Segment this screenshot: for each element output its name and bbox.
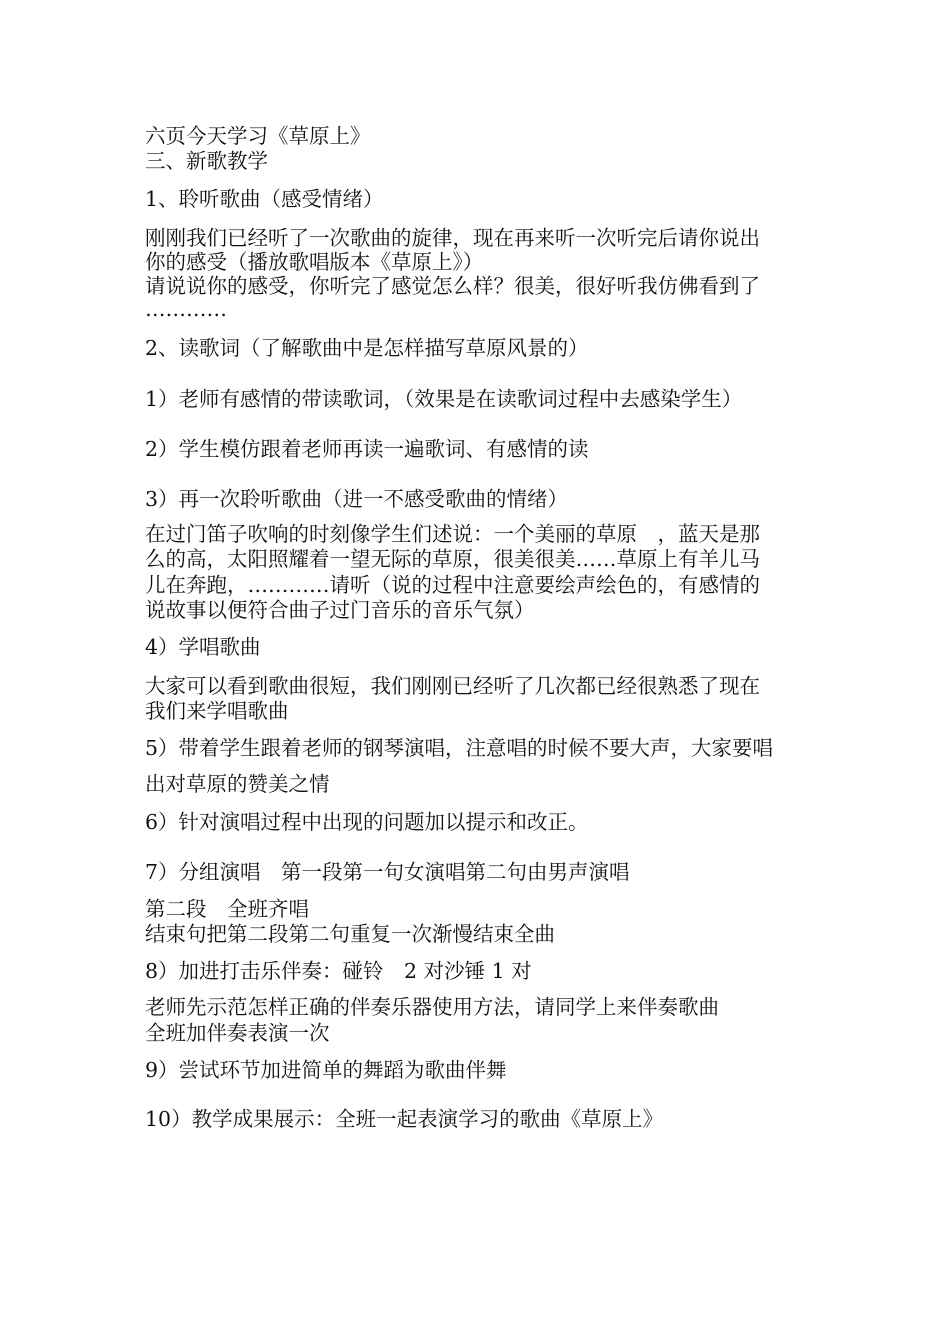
doc-step-1-heading: 1、聆听歌曲（感受情绪）	[145, 187, 384, 211]
doc-paragraph-line: 全班加伴奏表演一次	[145, 1021, 330, 1045]
doc-paragraph-line: 结束句把第二段第二句重复一次渐慢结束全曲	[145, 922, 555, 946]
doc-substep-5: 5）带着学生跟着老师的钢琴演唱，注意唱的时候不要大声，大家要唱	[145, 736, 774, 760]
doc-paragraph-line: 在过门笛子吹响的时刻像学生们述说：一个美丽的草原 ，蓝天是那	[145, 522, 760, 546]
doc-paragraph-line: 儿在奔跑，…………请听（说的过程中注意要绘声绘色的，有感情的	[145, 573, 760, 597]
doc-substep-7: 7）分组演唱 第一段第一句女演唱第二句由男声演唱	[145, 860, 630, 884]
doc-paragraph-line: 第二段 全班齐唱	[145, 897, 309, 921]
doc-paragraph-line: 说故事以便符合曲子过门音乐的音乐气氛）	[145, 598, 535, 622]
doc-line-intro: 六页今天学习《草原上》	[145, 124, 371, 148]
doc-substep-4: 4）学唱歌曲	[145, 635, 261, 659]
doc-substep-8: 8）加进打击乐伴奏：碰铃 2 对沙锤 1 对	[145, 959, 532, 983]
doc-substep-3: 3）再一次聆听歌曲（进一不感受歌曲的情绪）	[145, 487, 569, 511]
doc-paragraph-line: 你的感受（播放歌唱版本《草原上》）	[145, 250, 484, 274]
doc-substep-9: 9）尝试环节加进简单的舞蹈为歌曲伴舞	[145, 1058, 507, 1082]
doc-substep-10: 10）教学成果展示：全班一起表演学习的歌曲《草原上》	[145, 1107, 664, 1131]
doc-paragraph-line: 刚刚我们已经听了一次歌曲的旋律，现在再来听一次听完后请你说出	[145, 226, 760, 250]
doc-paragraph-line: 老师先示范怎样正确的伴奏乐器使用方法，请同学上来伴奏歌曲	[145, 995, 719, 1019]
doc-step-2-heading: 2、读歌词（了解歌曲中是怎样描写草原风景的）	[145, 336, 589, 360]
doc-heading-new-song: 三、新歌教学	[145, 149, 268, 173]
doc-paragraph-line: …………	[145, 297, 227, 321]
doc-paragraph-line: 大家可以看到歌曲很短，我们刚刚已经听了几次都已经很熟悉了现在	[145, 674, 760, 698]
doc-substep-1: 1）老师有感情的带读歌词，（效果是在读歌词过程中去感染学生）	[145, 387, 743, 411]
doc-substep-2: 2）学生模仿跟着老师再读一遍歌词、有感情的读	[145, 437, 589, 461]
doc-paragraph-line: 请说说你的感受，你听完了感觉怎么样？很美，很好听我仿佛看到了	[145, 274, 760, 298]
doc-paragraph-line: 我们来学唱歌曲	[145, 699, 289, 723]
doc-substep-6: 6）针对演唱过程中出现的问题加以提示和改正。	[145, 810, 589, 834]
doc-paragraph-line: 么的高，太阳照耀着一望无际的草原，很美很美……草原上有羊儿马	[145, 547, 760, 571]
doc-paragraph-line: 出对草原的赞美之情	[145, 772, 330, 796]
